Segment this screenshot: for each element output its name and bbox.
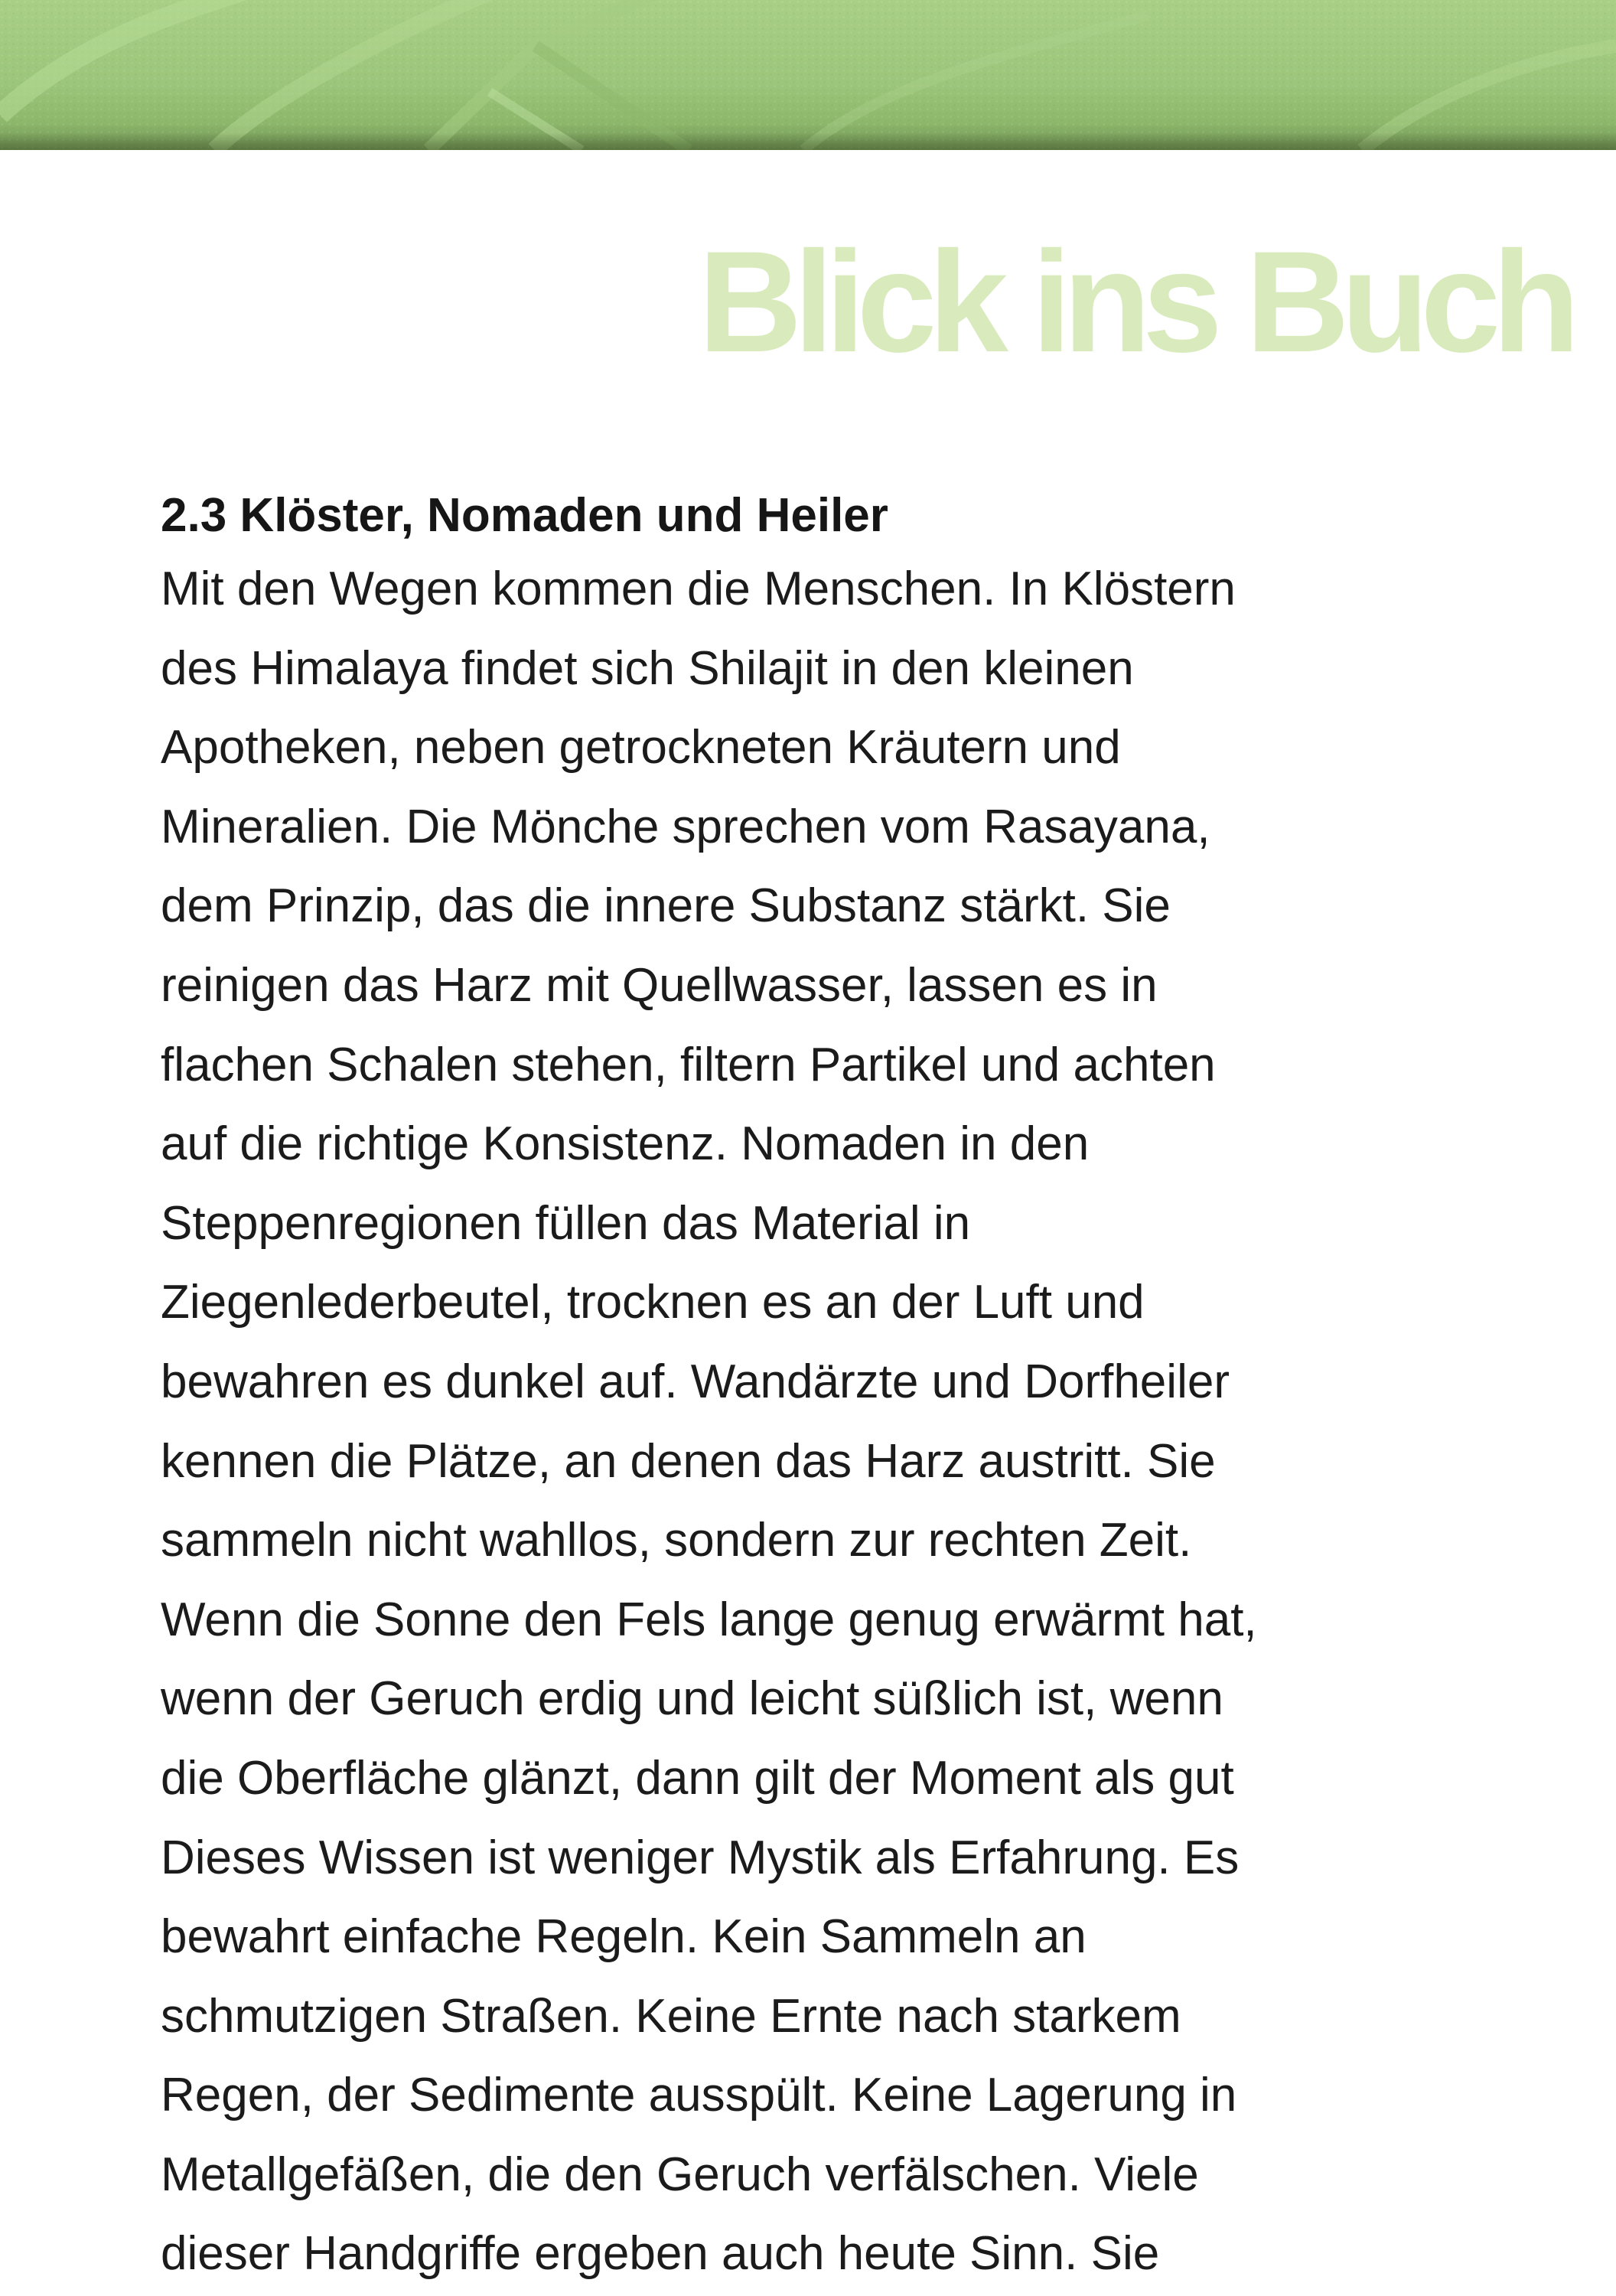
brand-title: Blick ins Buch: [698, 221, 1572, 382]
body-line: bewahrt einfache Regeln. Kein Sammeln an: [161, 1910, 1087, 1964]
body-line: wenn der Geruch erdig und leicht süßlich ist, wenn: [161, 1672, 1223, 1726]
section-heading: 2.3 Klöster, Nomaden und Heiler: [161, 489, 888, 542]
body-line: Steppenregionen füllen das Material in: [161, 1196, 971, 1250]
header-banner: [0, 0, 1616, 150]
body-line: sammeln nicht wahllos, sondern zur rechten Zeit.: [161, 1514, 1192, 1567]
body-line: auf die richtige Konsistenz. Nomaden in den: [161, 1117, 1090, 1171]
body-line: kennen die Plätze, an denen das Harz austritt. Sie: [161, 1434, 1216, 1488]
section-body: [161, 550, 1477, 2294]
body-line: Ziegenlederbeutel, trocknen es an der Luft und: [161, 1276, 1145, 1329]
section-content: [161, 484, 1477, 2294]
body-line: flachen Schalen stehen, filtern Partikel und achten: [161, 1038, 1216, 1091]
body-line: Apotheken, neben getrockneten Kräutern und: [161, 721, 1121, 775]
banner-shadow: [0, 133, 1616, 150]
body-line: bewahren es dunkel auf. Wandärzte und Dorfheiler: [161, 1355, 1230, 1408]
body-line: die Oberfläche glänzt, dann gilt der Moment als gut: [161, 1751, 1234, 1805]
body-line: schmutzigen Straßen. Keine Ernte nach starkem: [161, 1989, 1181, 2043]
body-line: Regen, der Sedimente ausspült. Keine Lagerung in: [161, 2069, 1237, 2122]
body-line: Mineralien. Die Mönche sprechen vom Rasayana,: [161, 800, 1210, 853]
body-line: Metallgefäßen, die den Geruch verfälschen. Viele: [161, 2148, 1199, 2201]
body-line: Wenn die Sonne den Fels lange genug erwärmt hat,: [161, 1593, 1257, 1646]
body-line: dem Prinzip, das die innere Substanz stärkt. Sie: [161, 879, 1171, 933]
body-line: Mit den Wegen kommen die Menschen. In Klöstern: [161, 563, 1236, 615]
body-line: reinigen das Harz mit Quellwasser, lassen es in: [161, 958, 1158, 1012]
banner-ornament: [0, 0, 1616, 150]
body-line: dieser Handgriffe ergeben auch heute Sinn. Sie: [161, 2227, 1160, 2281]
body-line: Dieses Wissen ist weniger Mystik als Erfahrung. Es: [161, 1831, 1240, 1884]
body-line: des Himalaya findet sich Shilajit in den kleinen: [161, 641, 1134, 695]
